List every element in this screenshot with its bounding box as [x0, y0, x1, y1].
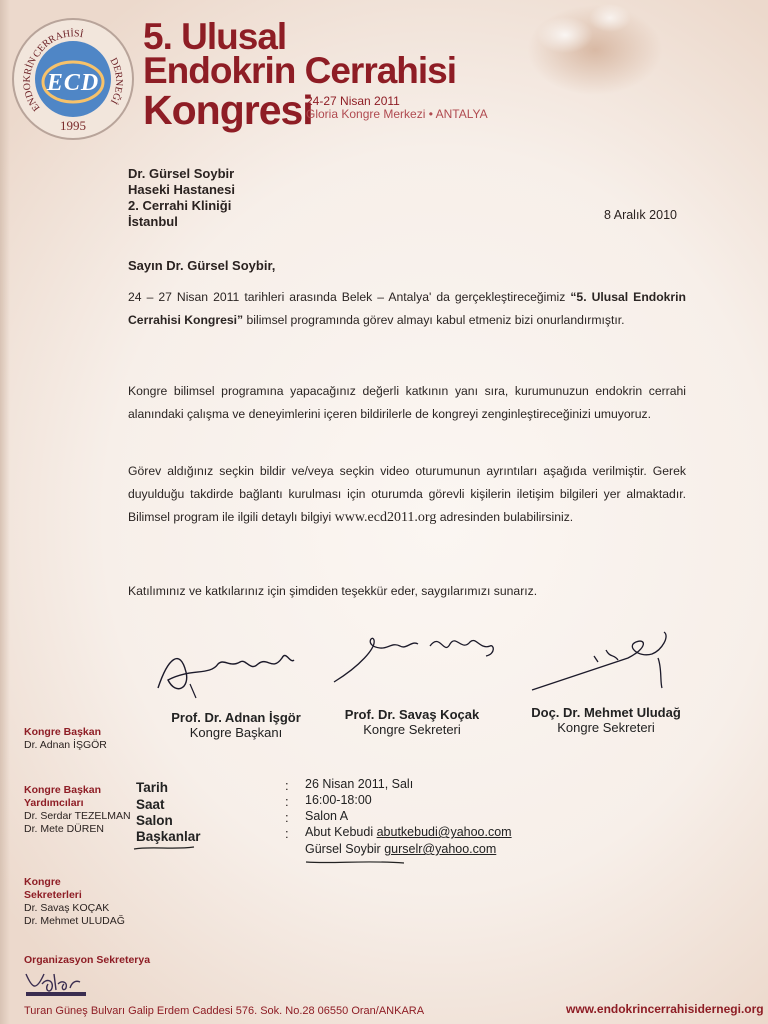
session-chairs-label: Başkanlar [136, 829, 201, 844]
sidebar-president-name: Dr. Adnan İŞGÖR [24, 739, 107, 751]
session-room: Salon A [305, 809, 349, 823]
letter-date: 8 Aralık 2010 [604, 208, 677, 222]
recipient-clinic: 2. Cerrahi Kliniği [128, 198, 232, 213]
header-decorative-image [505, 0, 695, 120]
chair-2-underline [304, 858, 408, 866]
sidebar-secretaries [24, 876, 125, 928]
congress-title-line-1: 5. Ulusal [143, 16, 287, 57]
signer-3-name: Doç. Dr. Mehmet Uludağ [531, 705, 681, 720]
footer-address: Turan Güneş Bulvarı Galip Erdem Caddesi 576. Sok. No.28 06550 Oran/ANKARA [24, 1005, 425, 1017]
association-logo [12, 18, 134, 140]
session-room-colon: : [285, 810, 289, 825]
footer-website[interactable]: www.endokrincerrahisidernegi.org [566, 1002, 764, 1016]
paragraph-4: Katılımınız ve katkılarınız için şimdiden teşekkür eder, saygılarımızı sunarız. [128, 584, 538, 598]
paragraph-1-text-a: 24 – 27 Nisan 2011 tarihleri arasında Belek – Antalya' da gerçekleştireceğimiz [128, 290, 571, 304]
signer-3-title: Kongre Sekreteri [557, 720, 655, 735]
session-date-label: Tarih [136, 780, 169, 795]
signer-1 [136, 710, 336, 740]
signer-1-name: Prof. Dr. Adnan İşgör [171, 710, 301, 725]
session-date-colon: : [285, 778, 289, 793]
sidebar-president [24, 726, 107, 752]
chairs-label-underline [132, 844, 196, 852]
organizer-logo [24, 966, 94, 998]
paragraph-1-text-b: bilimsel programında görev almayı kabul etmeniz bizi onurlandırmıştır. [243, 313, 625, 327]
recipient-name: Dr. Gürsel Soybir [128, 166, 235, 181]
signer-3 [506, 705, 706, 735]
paragraph-3-text-b: adresinden bulabilirsiniz. [436, 510, 574, 524]
paragraph-1-congress-name: “5. Ulusal Endokrin Cerrahisi Kongresi” [128, 290, 686, 327]
signature-isgor [150, 628, 300, 702]
session-chair-1-email[interactable]: abutkebudi@yahoo.com [376, 825, 512, 839]
sidebar-sec-role-1: Kongre [24, 876, 61, 888]
session-date: 26 Nisan 2011, Salı [305, 777, 414, 791]
signer-2-title: Kongre Sekreteri [363, 722, 461, 737]
paper-edge-shadow [0, 0, 10, 1024]
paragraph-3 [128, 460, 686, 529]
logo-mark: ECD [46, 70, 100, 96]
paragraph-2: Kongre bilimsel programına yapacağınız değerli katkının yanı sıra, kurumunuzun endokrin cerrahi alanındaki çalışma ve deneyimlerini içeren bildirilerle de kongreyi zenginleştireceğinizi umuyoruz. [128, 384, 686, 421]
recipient-city: İstanbul [128, 214, 178, 229]
session-time: 16:00-18:00 [305, 793, 372, 807]
session-time-label: Saat [136, 797, 165, 812]
congress-venue: Gloria Kongre Merkezi • ANTALYA [306, 107, 488, 121]
sidebar-vice-presidents [24, 784, 131, 836]
paragraph-1 [128, 286, 686, 332]
signer-2 [312, 707, 512, 737]
logo-ring-text-left: ENDOKRİN [21, 55, 43, 114]
session-chair-2 [305, 842, 496, 856]
congress-dates: 24-27 Nisan 2011 [306, 94, 400, 108]
signer-2-name: Prof. Dr. Savaş Koçak [344, 707, 480, 722]
salutation: Sayın Dr. Gürsel Soybir, [128, 258, 276, 273]
session-chair-2-name: Gürsel Soybir [305, 842, 381, 856]
sidebar-org-role: Organizasyon Sekreterya [24, 954, 151, 966]
logo-ring-text-top: CERRAHİSİ [31, 28, 85, 60]
sidebar-sec-1: Dr. Savaş KOÇAK [24, 902, 110, 914]
session-chair-1 [305, 825, 512, 839]
congress-title-line-3: Kongresi [143, 87, 313, 133]
sidebar-sec-role-2: Sekreterleri [24, 889, 82, 901]
signer-1-title: Kongre Başkanı [189, 725, 283, 740]
signature-kocak [330, 626, 500, 688]
session-room-label: Salon [136, 813, 173, 828]
session-time-colon: : [285, 794, 289, 809]
paragraph-3-text-a: Görev aldığınız seçkin bildir ve/veya seçkin video oturumunun ayrıntıları aşağıda verilmiştir. Gerek duyulduğu takdirde bağlantı kurulması için oturumda görevli kişilerin iletişim bilgileri yer almaktadır. Bilimsel program ile ilgili detaylı bilgiyi [128, 464, 686, 524]
logo-ring-text-right: DERNEĞİ [107, 56, 125, 106]
sidebar-vice-2: Dr. Mete DÜREN [24, 823, 104, 835]
session-chairs-colon: : [285, 826, 289, 841]
paragraph-3-website: www.ecd2011.org [334, 510, 437, 525]
sidebar-vice-role-2: Yardımcıları [24, 797, 84, 809]
signature-uludag [528, 628, 678, 694]
session-chair-2-email[interactable]: gurselr@yahoo.com [384, 842, 497, 856]
sidebar-vice-role-1: Kongre Başkan [24, 784, 102, 796]
recipient-hospital: Haseki Hastanesi [128, 182, 235, 197]
logo-year: 1995 [60, 118, 86, 133]
congress-title-line-2: Endokrin Cerrahisi [143, 50, 457, 91]
sidebar-vice-1: Dr. Serdar TEZELMAN [24, 810, 131, 822]
session-chair-1-name: Abut Kebudi [305, 825, 374, 839]
sidebar-sec-2: Dr. Mehmet ULUDAĞ [24, 915, 125, 927]
sidebar-president-role: Kongre Başkan [24, 726, 102, 738]
